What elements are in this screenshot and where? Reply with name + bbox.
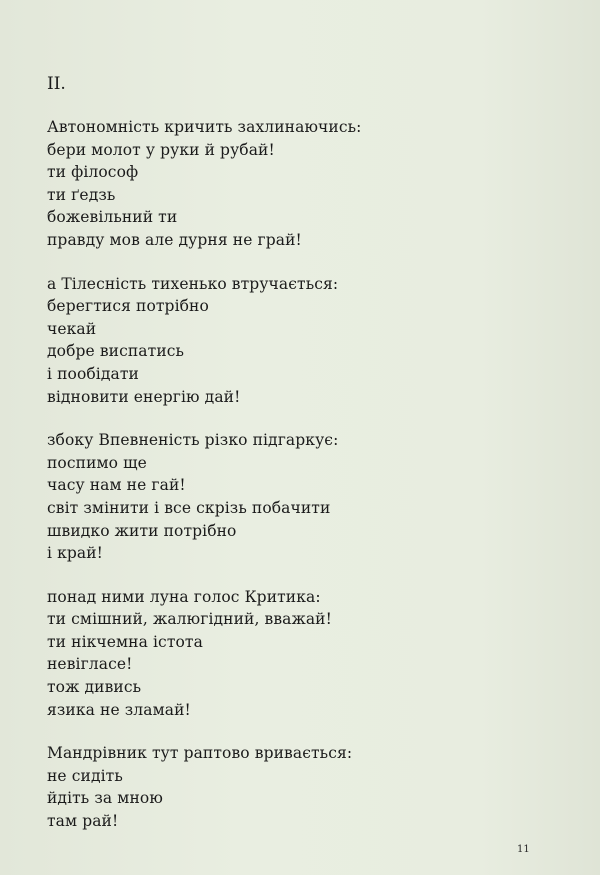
poem-line: ти смішний, жалюгідний, вважай! [47, 610, 332, 629]
poem-line: язика не зламай! [47, 700, 191, 719]
poem-line: і пообідати [47, 364, 139, 383]
poem-line: невігласе! [47, 655, 133, 674]
poem-line: бери молот у руки й рубай! [47, 140, 275, 159]
poem-line: швидко жити потрібно [47, 521, 237, 540]
poem-line: відновити енергію дай! [47, 387, 241, 406]
poem-line: ти ґедзь [47, 185, 116, 204]
poem-line: Автономність кричить захлинаючись: [47, 118, 362, 136]
poem-line: не сидіть [47, 766, 123, 785]
poem-line: Мандрівник тут раптово вривається: [47, 744, 353, 763]
poem-line: добре виспатись [47, 342, 185, 361]
poem [47, 116, 567, 854]
poem-line: там рай! [47, 812, 119, 831]
poem-line: божевільний ти [47, 208, 178, 227]
page-number: 11 [517, 844, 530, 855]
poem-line: берегтися потрібно [47, 297, 209, 316]
poem-line: збоку Впевненість різко підгаркує: [47, 431, 339, 450]
poem-line: поспимо ще [47, 453, 147, 472]
stanza [47, 116, 567, 252]
poem-line: а Тілесність тихенько втручається: [47, 274, 339, 293]
stanza [47, 429, 567, 565]
poem-line: тож дивись [47, 678, 142, 697]
poem-line: світ змінити і все скрізь побачити [47, 498, 331, 517]
section-number: II. [47, 74, 66, 94]
poem-line: правду мов але дурня не грай! [47, 230, 302, 249]
poem-line: ти філософ [47, 163, 139, 182]
poem-line: ти нікчемна істота [47, 632, 203, 651]
poem-line: часу нам не гай! [47, 476, 186, 495]
poem-line: чекай [47, 319, 97, 338]
stanza [47, 742, 567, 832]
poem-line: йдіть за мною [47, 789, 163, 808]
poem-line: і край! [47, 544, 103, 563]
poem-line: понад ними луна голос Критика: [47, 587, 321, 606]
stanza [47, 586, 567, 722]
stanza [47, 273, 567, 409]
